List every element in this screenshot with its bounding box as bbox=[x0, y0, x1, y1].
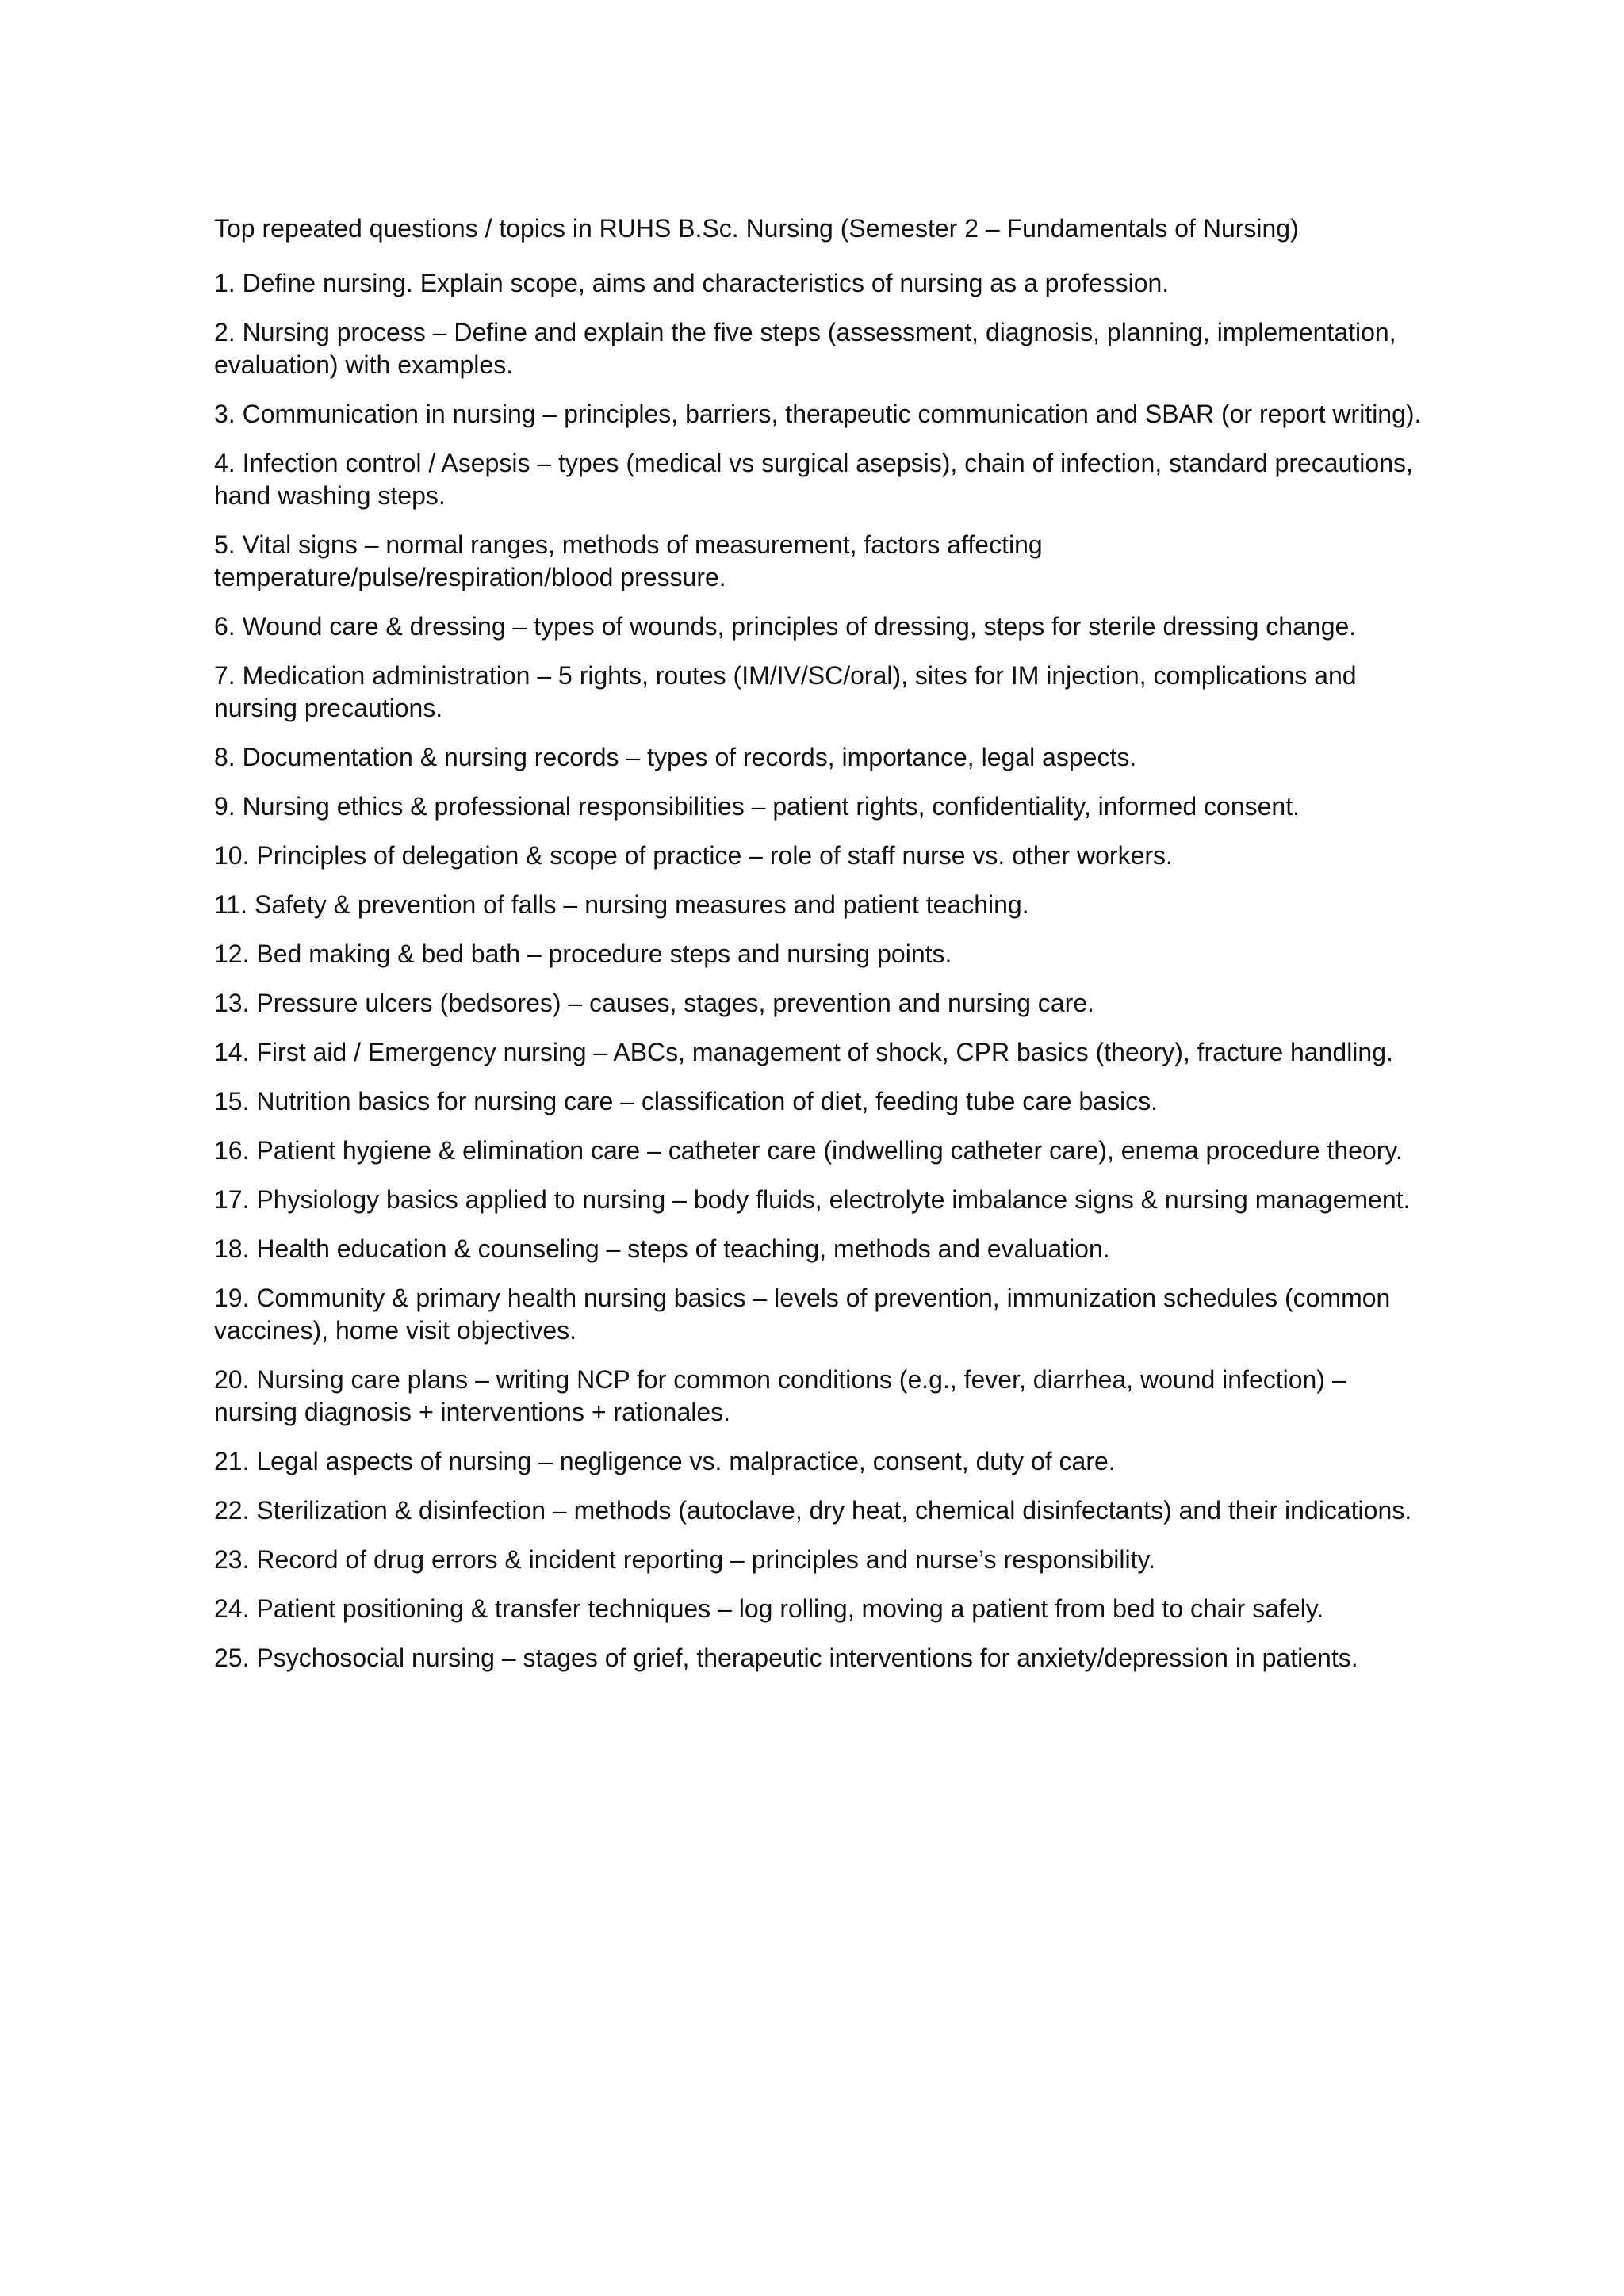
question-item-18: 18. Health education & counseling – steps of teaching, methods and evaluation. bbox=[214, 1234, 1110, 1263]
question-item-12: 12. Bed making & bed bath – procedure steps and nursing points. bbox=[214, 939, 952, 968]
question-item-17: 17. Physiology basics applied to nursing – body fluids, electrolyte imbalance signs & nursing management. bbox=[214, 1185, 1411, 1214]
question-item-6: 6. Wound care & dressing – types of wounds, principles of dressing, steps for sterile dressing change. bbox=[214, 612, 1357, 641]
question-item-20: 20. Nursing care plans – writing NCP for common conditions (e.g., fever, diarrhea, wound infection) – nursing diagnosis + interventions + rationales. bbox=[214, 1365, 1346, 1426]
question-item-1: 1. Define nursing. Explain scope, aims and characteristics of nursing as a profession. bbox=[214, 269, 1170, 297]
question-item-24: 24. Patient positioning & transfer techniques – log rolling, moving a patient from bed to chair safely. bbox=[214, 1594, 1324, 1623]
question-item-5: 5. Vital signs – normal ranges, methods of measurement, factors affecting temperature/pulse/respiration/blood pressure. bbox=[214, 530, 1043, 591]
question-item-3: 3. Communication in nursing – principles, barriers, therapeutic communication and SBAR (or report writing). bbox=[214, 400, 1422, 428]
question-list bbox=[214, 267, 1435, 1674]
question-item-9: 9. Nursing ethics & professional responsibilities – patient rights, confidentiality, informed consent. bbox=[214, 792, 1300, 821]
document-body bbox=[214, 212, 1435, 1691]
question-item-25: 25. Psychosocial nursing – stages of grief, therapeutic interventions for anxiety/depression in patients. bbox=[214, 1644, 1358, 1672]
question-item-14: 14. First aid / Emergency nursing – ABCs, management of shock, CPR basics (theory), fracture handling. bbox=[214, 1038, 1393, 1066]
question-item-23: 23. Record of drug errors & incident reporting – principles and nurse’s responsibility. bbox=[214, 1545, 1155, 1574]
question-item-21: 21. Legal aspects of nursing – negligence vs. malpractice, consent, duty of care. bbox=[214, 1447, 1116, 1475]
question-item-13: 13. Pressure ulcers (bedsores) – causes, stages, prevention and nursing care. bbox=[214, 989, 1094, 1017]
question-item-22: 22. Sterilization & disinfection – methods (autoclave, dry heat, chemical disinfectants) and their indications. bbox=[214, 1496, 1412, 1525]
question-item-10: 10. Principles of delegation & scope of practice – role of staff nurse vs. other workers. bbox=[214, 841, 1173, 870]
question-item-19: 19. Community & primary health nursing basics – levels of prevention, immunization schedules (common vaccines), home visit objectives. bbox=[214, 1284, 1391, 1345]
question-item-8: 8. Documentation & nursing records – types of records, importance, legal aspects. bbox=[214, 743, 1137, 771]
document-title: Top repeated questions / topics in RUHS B.Sc. Nursing (Semester 2 – Fundamentals of Nursing) bbox=[214, 214, 1299, 243]
question-item-4: 4. Infection control / Asepsis – types (medical vs surgical asepsis), chain of infection, standard precautions, hand washing steps. bbox=[214, 449, 1413, 510]
question-item-16: 16. Patient hygiene & elimination care – catheter care (indwelling catheter care), enema procedure theory. bbox=[214, 1136, 1403, 1165]
question-item-11: 11. Safety & prevention of falls – nursing measures and patient teaching. bbox=[214, 890, 1029, 919]
question-item-7: 7. Medication administration – 5 rights, routes (IM/IV/SC/oral), sites for IM injection, complications and nursing precautions. bbox=[214, 661, 1357, 722]
question-item-2: 2. Nursing process – Define and explain the five steps (assessment, diagnosis, planning, implementation, evaluation) with examples. bbox=[214, 318, 1396, 379]
question-item-15: 15. Nutrition basics for nursing care – classification of diet, feeding tube care basics. bbox=[214, 1087, 1158, 1115]
